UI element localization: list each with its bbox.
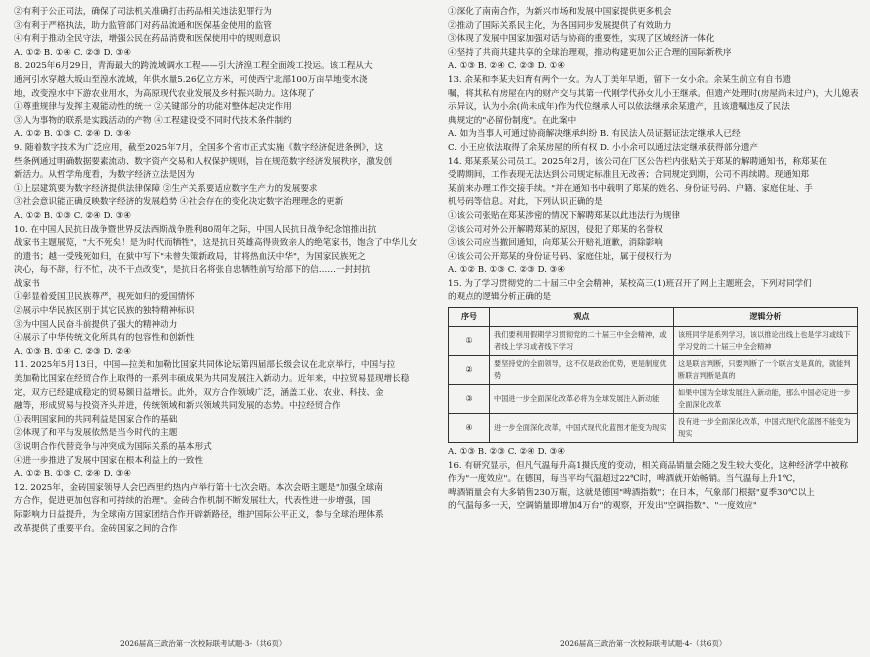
table-cell-analysis: 该班同学是系列学习，该以推论出线上也是学习或线下学习党的二十届三中全会精神	[674, 327, 858, 356]
text-line: 典规定的"必留份制度"。在此案中	[448, 115, 577, 126]
page-footer-right: 2026届高三政治第一次校际联考试题-4-（共6页）	[560, 639, 727, 648]
text-line: A. ①③ B. ②④ C. ②③ D. ①④	[448, 61, 566, 72]
text-line: ④有利于推动全民守法，增强公民在药品消费和医保使用中的规则意识	[14, 34, 281, 45]
table-cell-analysis: 如果中国为全球发展注入新动能，那么中国必定进一步全面深化改革	[674, 385, 858, 414]
text-line: ①尊重规律与发挥主观能动性的统一 ②关键部分的功能对整体起决定作用	[14, 102, 292, 113]
text-line: 作为"一度效应"。在德国，每当平均气温超过22℃时，啤酒就开始畅销。当气温每上升1℃，	[448, 474, 801, 485]
table-cell-view: 进一步全面深化改革，中国式现代化蓝图才能变为现实	[490, 414, 674, 443]
text-line: 9. 随着数字技术为广泛应用，截至2025年7月，全国多个省市正式实施《数字经济促进条例》，这	[14, 142, 384, 153]
text-line: 美加勒比国家在经贸合作上取得的一系列丰硕成果为共同发展注入新动力。近年来，中拉贸易显现增长稳	[14, 374, 410, 385]
text-line: ④展示了中华传统文化所具有的包容性和创新性	[14, 333, 195, 344]
table-row	[449, 327, 858, 356]
right-page-column	[448, 6, 860, 514]
text-line: 新活力。从哲学角度看，为数字经济立法是因为	[14, 170, 195, 181]
text-line: A. 如为当事人可通过协商解决继承纠纷 B. 有民法人员证据证法定继承人已经	[448, 129, 741, 140]
text-line: 嘱，将其私有房屋在内的财产交与其第一代刚学代孙女儿小王继承。但遗产处理时(房屋尚未过户)，大儿媳表	[448, 88, 859, 99]
table-header-cell: 逻辑分析	[674, 308, 858, 327]
text-line: 通河引水穿越大坂山至湟水流域，年供水量5.26亿立方米，可使西宁北部100万亩旱地变水浇	[14, 74, 368, 85]
text-line: 方合作，促进更加包容和可持续的治理"。金砖合作机制不断发展壮大，代表性进一步增强，国	[14, 496, 371, 507]
text-line: 13. 余某和李某夫妇育有两个一女。为人丁美年早逝，留下一女小余。余某生前立有自书遗	[448, 74, 791, 85]
text-line: 些条例通过明确数据要素流动、数字资产交易和人权保护规则，旨在规范数字经济发展秩序，激发创	[14, 156, 393, 167]
table-cell-no: ②	[449, 356, 490, 385]
table-cell-view: 要坚持党的全面领导，这不仅是政治优势，更是制度优势	[490, 356, 674, 385]
text-line: 14. 郑某系某公司员工。2025年2月，该公司在厂区公告栏内张贴关于郑某的解聘通知书，称郑某在	[448, 156, 827, 167]
text-line: ①该公司张贴在郑某涉密的情况下解聘郑某以此违法行为规律	[448, 210, 681, 221]
text-line: 机号码等信息。对此，下列认识正确的是	[448, 197, 603, 208]
text-line: ③该公司应当撤回通知，向郑某公开赔礼道歉，消除影响	[448, 238, 663, 249]
text-line: ③体现了发展中国家加强对话与协商的重要性，实现了区域经济一体化	[448, 34, 715, 45]
page-footer-left: 2026届高三政治第一次校际联考试题-3-（共6页）	[120, 639, 287, 648]
text-line: 融等，形成贸易与投资齐头并进，传统领域和新兴领域共同发展的态势。中拉经贸合作	[14, 401, 341, 412]
text-line: 12. 2025年，金砖国家领导人会巴西里约热内卢举行第十七次会晤。本次会晤主题是"加强全球南	[14, 482, 383, 493]
text-line: 的气温每多一天，空调销量即增加4万台"的观察，开发出"空调指数"、"一度效应"	[448, 501, 757, 512]
text-line: 8. 2025年6月29日，青海最大的跨流域调水工程——引大济湟工程全面竣工投运。该工程从大	[14, 61, 373, 72]
table-cell-view: 中国进一步全面深化改革必将为全球发展注入新动能	[490, 385, 674, 414]
text-line: ②推动了国际关系民主化，为各国同步发展提供了有效助力	[448, 20, 672, 31]
table-header-cell: 观点	[490, 308, 674, 327]
text-line: ②展示中华民族区别于其它民族的独特精神标识	[14, 306, 195, 317]
text-line: ②体现了和平与发展依然是当今时代的主题	[14, 428, 178, 439]
text-line: 15. 为了学习贯彻党的二十届三中全会精神，某校高三(1)班召开了网上主题班会，下列对同学们	[448, 278, 812, 289]
text-line: 受聘期间，工作表现无法达到公司规定标准且无改善；合同规定到期，公司不再续聘。现通知郑	[448, 170, 809, 181]
text-line: A. ①② B. ①③ C. ②④ D. ③④	[14, 469, 132, 480]
right-top-text	[448, 6, 860, 305]
table-row	[449, 414, 858, 443]
text-line: ②有利于公正司法，确保了司法机关准确打击药品相关违法犯罪行为	[14, 7, 272, 17]
table-cell-analysis: 没有进一步全面深化改革，中国式现代化蓝图不能变为现实	[674, 414, 858, 443]
text-line: 战家书主题展览，"大不死矣！是为时代而牺牲"，这是抗日英雄高得贵致亲人的绝笔家书，饱含了中华儿女	[14, 238, 418, 249]
text-line: 16. 有研究显示，但凡气温每升高1摄氏度的变动，相关商品销量会随之发生较大变化，这种经济学中被称	[448, 460, 848, 471]
text-line: 10. 在中国人民抗日战争暨世界反法西斯战争胜利80周年之际，中国人民抗日战争纪念馆推出抗	[14, 224, 377, 235]
text-line: ④坚持了共商共建共享的全球治理观，推动构建更加公正合理的国际新秩序	[448, 47, 732, 58]
text-line: A. ①② B. ①③ C. ②④ D. ③④	[14, 129, 132, 140]
text-line: A. ①③ B. ①④ C. ②③ D. ②④	[14, 346, 132, 357]
table-header-cell: 序号	[449, 308, 490, 327]
table-cell-view: 我们要利用假期学习贯彻党的二十届三中全会精神，或者线上学习或者线下学习	[490, 327, 674, 356]
text-line: 啤酒销量会有大多销售230万瓶，这就是德国"啤酒指数"；在日本，气象部门根据"夏季30℃以上	[448, 487, 815, 498]
text-line: ④进一步推进了发展中国家在根本利益上的一致性	[14, 455, 204, 466]
text-line: A. ①③ B. ②③ C. ②④ D. ③④	[448, 447, 566, 458]
text-line: ①深化了南南合作，为新兴市场和发展中国家提供更多机会	[448, 7, 672, 17]
table-cell-no: ④	[449, 414, 490, 443]
text-line: 示异议，认为小余(尚未成年)作为代位继承人可以依法继承余某遗产，且该遗嘱违反了民法	[448, 102, 790, 113]
text-line: ③人为事物的联系是实践活动的产物 ④工程建设受不同时代技术条件制约	[14, 115, 292, 126]
table-header-row	[449, 308, 858, 327]
text-line: ①表明国家间的共同利益是国家合作的基础	[14, 414, 178, 425]
text-line: ②该公司对外公开解聘郑某的原因，侵犯了郑某的名誉权	[448, 224, 663, 235]
text-line: C. 小王应依法取得了余某房屋的所有权 D. 小小余可以通过法定继承获得部分遗产	[448, 142, 759, 153]
text-line: ①上层建筑要为数字经济提供法律保障 ②生产关系要适应数字生产力的发展要求	[14, 183, 318, 194]
text-line: ④该公司公开郑某的身份证号码、家庭住址，属于侵权行为	[448, 251, 672, 262]
table-cell-analysis: 这是联言判断，只要判断了一个联言支是真的，就能判断联言判断是真的	[674, 356, 858, 385]
text-line: 改革提供了重要平台。金砖国家之间的合作	[14, 523, 178, 534]
text-line: 定，双方已经建成稳定的贸易额日益增长。此外，双方合作领域广泛，涵盖工业、农业、科技、金	[14, 387, 384, 398]
left-page-column	[14, 6, 434, 536]
table-row	[449, 356, 858, 385]
text-line: 地，改变湟水中下游农业用水，为高原现代农业发展及乡村振兴助力。这体现了	[14, 88, 315, 99]
text-line: A. ①② B. ①③ C. ②③ D. ③④	[448, 265, 566, 276]
text-line: 战家书	[14, 278, 40, 289]
table-cell-no: ①	[449, 327, 490, 356]
table-cell-no: ③	[449, 385, 490, 414]
table-row	[449, 385, 858, 414]
text-line: 某前来办理工作交接手续。"并在通知书中载明了郑某的姓名、身份证号码、户籍、家庭住址、手	[448, 183, 813, 194]
text-line: ③有利于严格执法，助力监管部门对药品流通和医保基金使用的监管	[14, 20, 272, 31]
text-line: ①彰显着爱国卫民族尊严，视死如归的爱国情怀	[14, 292, 195, 303]
text-line: 11. 2025年5月13日，中国—拉美和加勒比国家共同体论坛第四届部长级会议在北京举行，中国与拉	[14, 360, 396, 371]
right-bottom-text	[448, 446, 860, 514]
text-line: A. ①② B. ①③ C. ②④ D. ③④	[14, 210, 132, 221]
text-line: A. ①② B. ①④ C. ②③ D. ③④	[14, 47, 132, 58]
text-line: ③为中国人民奋斗前提供了强大的精神动力	[14, 319, 178, 330]
text-line: ③社会意识能正确反映数字经济的发展趋势 ④社会存在的变化决定数字治理理念的更新	[14, 197, 344, 208]
text-line: ③说明合作代替竞争与冲突成为国际关系的基本形式	[14, 442, 212, 452]
logic-analysis-table	[448, 307, 858, 443]
text-line: 决心，每不辞，行不忙，决不干点改变"，是抗日名将张自忠牺牲前写给部下的信……一封封抗	[14, 265, 371, 276]
text-line: 的观点的逻辑分析正确的是	[448, 292, 552, 303]
text-line: 际影响力日益提升，为全球南方国家团结合作开辟新路径，维护国际公平正义，参与全球治理体系	[14, 509, 384, 520]
text-line: 的遗书；越一受残死如归，在狱中写下"未曾失策新政局，甘将热血沃中华"，为国家民族死之	[14, 251, 366, 262]
